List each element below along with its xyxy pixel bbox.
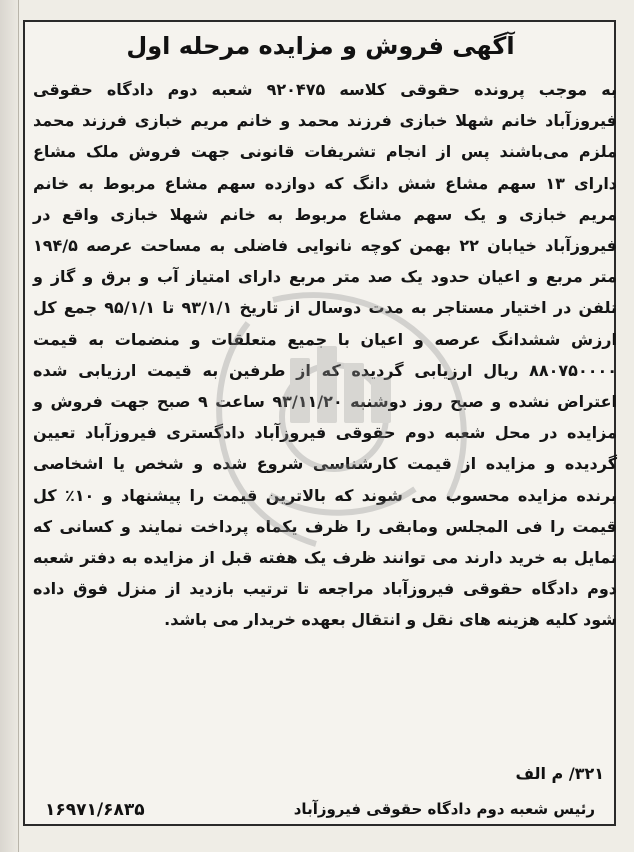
notice-body: به موجب پرونده حقوقی کلاسه ۹۲۰۴۷۵ شعبه دوم دادگاه حقوقی فیروزآباد خانم شهلا خبازی فرزند محمد و خانم مریم خبازی فرزند محمد ملزم می‌باشند پس از انجام تشریفات قانونی جهت فروش ملک مشاع دارای ۱۳ سهم مشاع شش دانگ که دوازده سهم مشاع مربوط به خانم مریم خبازی و یک سهم مشاع مربوط به خانم شهلا خبازی واقع در فیروزآباد خیابان ۲۲ بهمن کوچه نانوایی فاضلی به مساحت عرصه ۱۹۴/۵ متر مربع و اعیان حدود یک صد متر مربع دارای امتیاز آب و برق و گاز و تلفن در اختیار مستاجر به مدت دوسال از تاریخ ۹۳/۱/۱ تا ۹۵/۱/۱ جمع کل ارزش ششدانگ عرصه و اعیان با جمیع متعلقات و منضمات به قیمت ۸۸۰۷۵۰۰۰۰ ریال ارزیابی گردیده که از طرفین به قیمت ارزیابی شده اعتراض نشده و صبح روز دوشنبه ۹۳/۱۱/۲۰ ساعت ۹ صبح جهت فروش و مزایده در محل شعبه دوم حقوقی فیروزآباد دادگستری فیروزآباد تعیین گردیده و مزایده از قیمت کارشناسی شروع شده و شخص یا اشخاصی برنده مزایده محسوب می شوند که بالاترین قیمت را پیشنهاد و ۱۰٪ کل قیمت را فی المجلس ومابقی را ظرف یکماه پرداخت نمایند و کسانی که تمایل به خرید دارند می توانند ظرف یک هفته قبل از مزایده به دفتر شعبه دوم دادگاه حقوقی فیروزآباد مراجعه تا ترتیب بازدید از منزل فوق داده شود کلیه هزینه های نقل و انتقال بعهده خریدار می باشد.: [33, 80, 618, 630]
binding-strip: [0, 0, 19, 852]
signature-line: رئیس شعبه دوم دادگاه حقوقی فیروزآباد: [293, 800, 595, 818]
footer-code: ۱۶۹۷۱/۶۸۳۵: [45, 800, 145, 820]
notice-title: آگهی فروش و مزایده مرحله اول: [126, 32, 515, 60]
reference-number: ۳۲۱/ م الف: [515, 764, 604, 783]
